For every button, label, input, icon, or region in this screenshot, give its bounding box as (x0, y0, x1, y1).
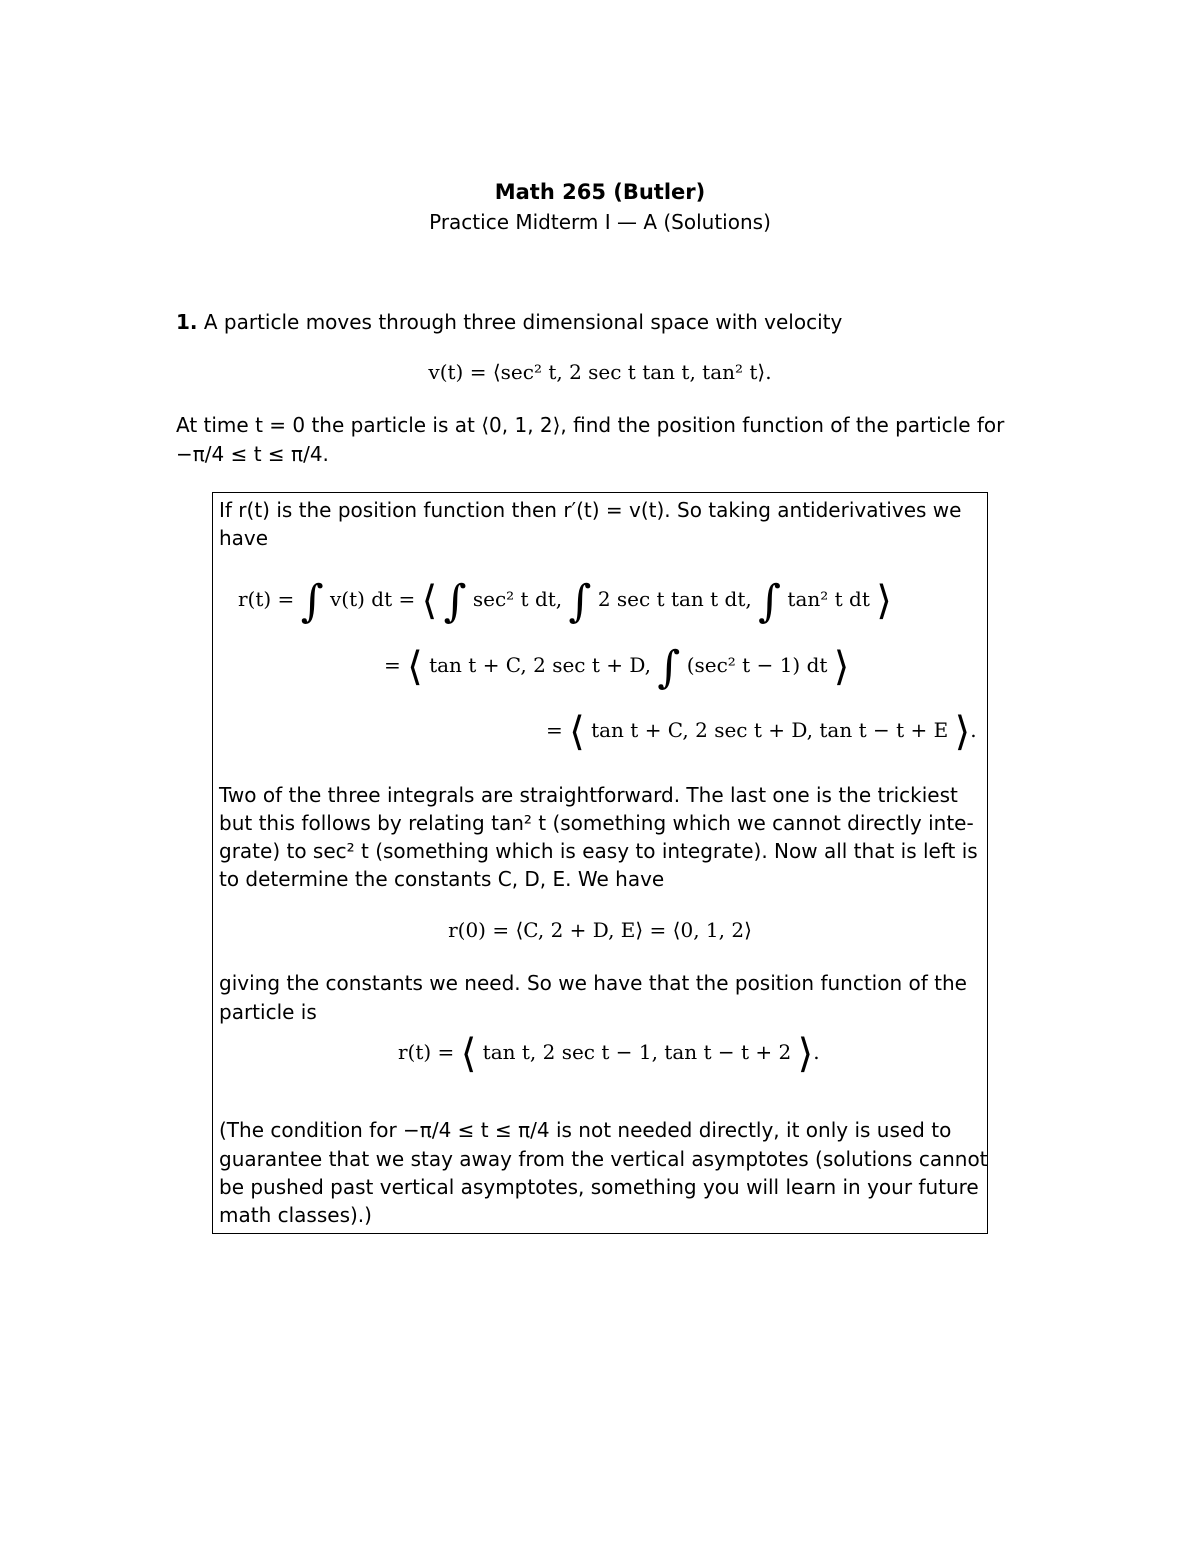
right-angle: ⟩ (876, 578, 892, 624)
eq5-period: . (813, 1040, 820, 1064)
eq2-equals: = (384, 653, 408, 677)
solution-p4-line-3: be pushed past vertical asymptotes, something you will learn in your future (219, 1175, 979, 1199)
integral-sign: ∫ (657, 642, 681, 693)
eq5-lhs: r(t) = (398, 1040, 455, 1064)
solution-p4-line-4: math classes).) (219, 1203, 372, 1227)
integral-sign: ∫ (568, 576, 592, 627)
page-title: Math 265 (Butler) (494, 180, 706, 204)
solution-p4-line-1: (The condition for −π/4 ≤ t ≤ π/4 is not needed directly, it only is used to (219, 1118, 952, 1142)
eq1-lhs: r(t) = (238, 587, 295, 611)
eq2-body: tan t + C, 2 sec t + D, (429, 653, 652, 677)
problem-statement-line-3: −π/4 ≤ t ≤ π/4. (176, 442, 329, 466)
left-angle: ⟨ (460, 1031, 477, 1077)
eq3-period: . (970, 718, 977, 742)
solution-p1-line-2: have (219, 526, 269, 550)
initial-condition-equation: r(0) = ⟨C, 2 + D, E⟩ = ⟨0, 1, 2⟩ (448, 918, 752, 942)
eq1-rhs: v(t) dt = (329, 587, 416, 611)
problem-text: A particle moves through three dimensional space with velocity (203, 310, 843, 334)
problem-number: 1. (176, 310, 198, 334)
position-function-equation (398, 1031, 820, 1077)
solution-p3-line-1: giving the constants we need. So we have that the position function of the (219, 971, 967, 995)
problem-statement-line-2: At time t = 0 the particle is at ⟨0, 1, 2⟩, find the position function of the particle for (176, 413, 1005, 437)
solution-p2-line-4: to determine the constants C, D, E. We have (219, 867, 665, 891)
solution-p3-line-2: particle is (219, 1000, 317, 1024)
problem-statement-line-1 (176, 308, 1036, 336)
integral-sign: ∫ (443, 576, 467, 627)
page-subtitle: Practice Midterm I — A (Solutions) (429, 210, 771, 234)
solution-p2-line-3: grate) to sec² t (something which is easy to integrate). Now all that is left is (219, 839, 978, 863)
antiderivative-equation-2 (384, 642, 850, 693)
solution-p4-line-2: guarantee that we stay away from the vertical asymptotes (solutions cannot (219, 1147, 988, 1171)
antiderivative-equation-3 (546, 709, 977, 755)
left-angle: ⟨ (569, 709, 585, 755)
solution-p2-line-1: Two of the three integrals are straightforward. The last one is the trickiest (219, 783, 958, 807)
eq1-component-2: 2 sec t tan t dt, (597, 587, 752, 611)
right-angle: ⟩ (797, 1031, 814, 1077)
right-angle: ⟩ (954, 709, 971, 755)
antiderivative-equation-1 (238, 576, 892, 627)
eq5-body: tan t, 2 sec t − 1, tan t − t + 2 (482, 1040, 792, 1064)
velocity-equation: v(t) = ⟨sec² t, 2 sec t tan t, tan² t⟩. (428, 360, 772, 384)
integral-sign: ∫ (300, 576, 324, 627)
left-angle: ⟨ (421, 578, 438, 624)
eq1-component-3: tan² t dt (787, 587, 870, 611)
right-angle: ⟩ (833, 644, 850, 690)
eq2-integral: (sec² t − 1) dt (686, 653, 828, 677)
left-angle: ⟨ (407, 644, 423, 690)
solution-p1-line-1: If r(t) is the position function then r′(t) = v(t). So taking antiderivatives we (219, 498, 962, 522)
eq3-equals: = (546, 718, 570, 742)
eq3-body: tan t + C, 2 sec t + D, tan t − t + E (591, 718, 949, 742)
eq1-component-1: sec² t dt, (472, 587, 563, 611)
integral-sign: ∫ (758, 576, 782, 627)
solution-p2-line-2: but this follows by relating tan² t (something which we cannot directly inte- (219, 811, 974, 835)
